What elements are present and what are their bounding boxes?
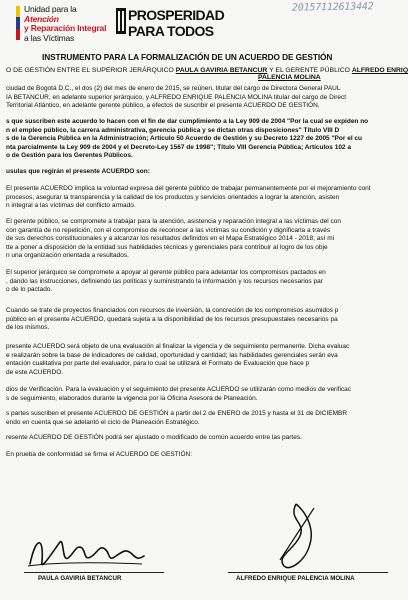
signature-line-right: [228, 572, 388, 573]
clause-line: público en el presente ACUERDO, quedará sujeta a la disponibilidad de los recursos presupuestales necesarios pa: [6, 315, 338, 323]
subtitle-gerente-line2: PALENCIA MOLINA: [258, 74, 321, 81]
clause-6: [6, 386, 406, 403]
clause-line: tte a poner a disposición de la entidad sus habilidades técnicas y gerenciales para contribuir al logro de los obje: [6, 243, 328, 251]
clause-line: resente ACUERDO DE GESTIÓN podrá ser ajustado o modificado de común acuerdo entre las partes.: [6, 434, 302, 441]
clause-line: n integral a las víctimas del conflicto armado.: [6, 202, 136, 210]
clause-line: entación cualitativa por parte del evaluador, para lo cual se utilizará el Formato de Evaluación que hace p: [6, 360, 310, 368]
legal-line: n el empleo público, la carrera administrativa, gerencia pública y se dictan otras disposiciones" Título VIII D: [6, 126, 340, 134]
legal-line: o de Gestión para los Gerentes Públicos.: [6, 152, 133, 160]
document-number-stamp: 20157112613442: [291, 1, 374, 14]
clause-line: s partes suscriben el presente ACUERDO DE GESTIÓN a partir del 2 de ENERO de 2015 y hasta el 31 de DICIEMBR: [6, 410, 348, 417]
clause-line: Cuando se trate de proyectos financiados con recursos de inversión, la concreción de los compromisos asumidos p: [6, 307, 339, 314]
signature-left-icon: [26, 532, 146, 572]
document-subtitle: [6, 66, 406, 75]
logo-line1-red: Atención: [24, 13, 59, 24]
document-title: INSTRUMENTO PARA LA FORMALIZACIÓN DE UN ACUERDO DE GESTIÓN: [42, 52, 333, 62]
clause-line: n una organización orientada a resultados.: [6, 252, 129, 260]
clause-3: [6, 269, 406, 295]
prosperidad-logo: [116, 6, 226, 40]
para-todos-word: PARA TODOS: [128, 23, 214, 39]
subtitle-gerente: ALFREDO ENRIQ: [351, 67, 408, 74]
clause-line: de los mismos.: [6, 324, 50, 332]
clause-line: , dando las instrucciones, definiendo las políticas y suministrando la información y los recursos necesarios par: [6, 277, 323, 285]
signatory-left-name: PAULA GAVIRIA BETANCUR: [38, 575, 122, 582]
signatory-right-name: ALFREDO ENRIQUE PALENCIA MOLINA: [236, 575, 355, 582]
colombia-flag-icon: [16, 6, 20, 40]
clause-5: [6, 343, 406, 377]
rules-heading-text: usulas que regirán el presente ACUERDO son:: [6, 168, 150, 175]
unidad-victimas-logo: [16, 4, 108, 44]
clause-1: [6, 185, 406, 211]
clause-2: [6, 218, 406, 261]
clause-line: endo en cuenta que se adelantó el ciclo de Planeación Estratégico.: [6, 418, 200, 426]
logo-line2-red: y Reparación Integral: [24, 23, 107, 33]
intro-paragraph: [6, 85, 406, 111]
clause-line: o de lo pactado.: [6, 286, 53, 294]
clause-line: El gerente público, se compromete a trabajar para la atención, asistencia y reparación integral a las víctimas del con: [6, 218, 341, 225]
clause-line: El superior jerárquico se compromete a apoyar al gerente público para adelantar los compromisos pactados en: [6, 269, 326, 276]
legal-line: nta parcialmente la Ley 909 de 2004 y el Decreto-Ley 1567 de 1998"; Título VIII Gerencia Pública; Artículos 102 a: [6, 143, 351, 151]
clause-line: de este ACUERDO.: [6, 368, 64, 376]
clause-line: dios de Verificación. Para la evaluación y el seguimiento del presente ACUERDO se utilizarán como medios de verificac: [6, 386, 352, 393]
clause-line: con garantía de no repetición, con el compromiso de reconocer a las víctimas su condición y dignificarla a través: [6, 226, 331, 234]
clause-4: [6, 307, 406, 333]
intro-line: ciudad de Bogotá D.C., el dos (2) del mes de enero de 2015, se reúnen, titular del cargo de Directora General PAUL: [6, 85, 341, 92]
clause-line: de sus derechos constitucionales y a alcanzar los resultados definidos en el Mapa Estratégico 2014 - 2018; así mi: [6, 235, 335, 243]
prosperidad-mark-icon: [116, 8, 126, 34]
rules-heading: [6, 168, 406, 177]
signature-line-left: [24, 572, 164, 573]
clause-line: e realizarán sobre la base de indicadores de calidad, oportunidad y cantidad; las habilidades gerenciales serán eva: [6, 351, 338, 359]
logo-line3: a las Víctimas: [24, 32, 75, 43]
clause-line: s de seguimiento, elaborados durante la vigencia por la Oficina Asesora de Planeación.: [6, 394, 258, 402]
signature-right-icon: [266, 500, 326, 575]
legal-line: s de la Gerencia Pública en la Administración; Artículo 50 Acuerdo de Gestión y su Decreto 1227 de 2005 "Por el cu: [6, 135, 363, 143]
legal-basis-paragraph: [6, 118, 406, 161]
clause-8: [6, 434, 406, 443]
clause-7: [6, 410, 406, 427]
closing-statement: [6, 451, 406, 460]
subtitle-middle: Y EL GERENTE PÚBLICO: [269, 67, 350, 74]
clause-line: El presente ACUERDO implica la voluntad expresa del gerente público de trabajar permanentemente por el mejoramiento cont: [6, 185, 371, 192]
legal-line: s que suscriben este acuerdo lo hacen con el fin de dar cumplimiento a la Ley 909 de 2004 "Por la cual se expiden no: [6, 118, 369, 125]
prosperidad-word: PROSPERIDAD: [128, 7, 225, 23]
closing-text: En prueba de conformidad se firma el ACUERDO DE GESTIÓN:: [6, 451, 193, 458]
subtitle-superior: PAULA GAVIRIA BETANCUR: [175, 67, 268, 74]
intro-line: Territorial Atlántico, en adelante gerente público, a efectos de suscribir el presente ACUERDO DE GESTIÓN.: [6, 102, 320, 110]
logo-line1: Unidad para la: [24, 4, 77, 14]
clause-line: presente ACUERDO será objeto de una evaluación al finalizar la vigencia y de seguimiento permanente. Dicha evaluac: [6, 343, 350, 350]
subtitle-prefix: O DE GESTIÓN ENTRE EL SUPERIOR JERÁRQUICO: [6, 67, 174, 74]
intro-line: IA BETANCUR, en adelante superior jerárquico, y ALFREDO ENRIQUE PALENCIA MOLINA titular del cargo de Direct: [6, 93, 347, 101]
clause-line: procesos, asegurar la transparencia y la calidad de los productos y servicios orientados a lograr la atención, asisten: [6, 193, 340, 201]
